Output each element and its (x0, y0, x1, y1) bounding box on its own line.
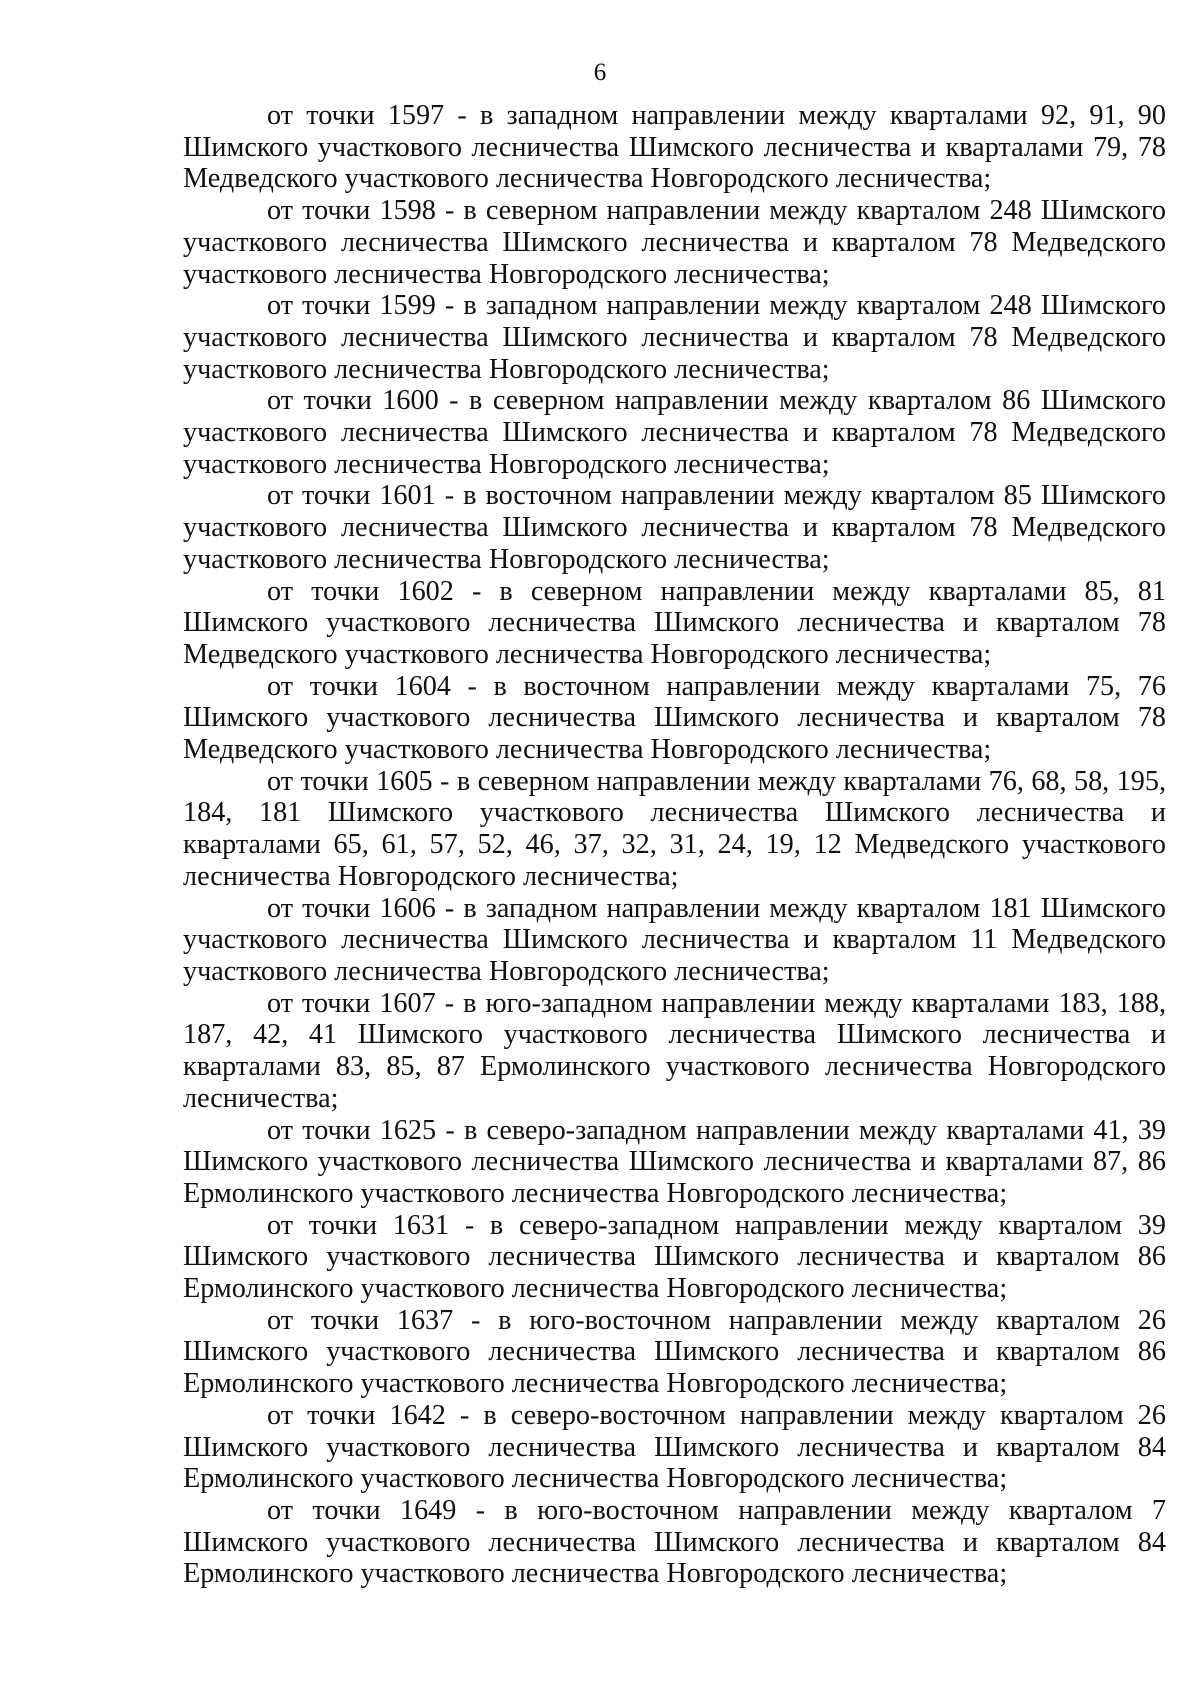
document-body (183, 100, 1166, 1590)
boundary-paragraph: от точки 1649 - в юго-восточном направлении между кварталом 7 Шимского участкового лесничества Шимского лесничества и кварталом 84 Ермолинского участкового лесничества Новгородского лесничества; (183, 1494, 1166, 1590)
boundary-paragraph: от точки 1631 - в северо-западном направлении между кварталом 39 Шимского участкового лесничества Шимского лесничества и кварталом 86 Ермолинского участкового лесничества Новгородского лесничества; (183, 1209, 1166, 1305)
boundary-paragraph: от точки 1598 - в северном направлении между кварталом 248 Шимского участкового лесничества Шимского лесничества и кварталом 78 Медведского участкового лесничества Новгородского лесничества; (183, 195, 1166, 290)
boundary-paragraph: от точки 1642 - в северо-восточном направлении между кварталом 26 Шимского участкового лесничества Шимского лесничества и кварталом 84 Ермолинского участкового лесничества Новгородского лесничества; (183, 1399, 1166, 1495)
boundary-paragraph: от точки 1597 - в западном направлении между кварталами 92, 91, 90 Шимского участкового лесничества Шимского лесничества и кварталами 79, 78 Медведского участкового лесничества Новгородского лесничества; (183, 100, 1166, 195)
boundary-paragraph: от точки 1602 - в северном направлении между кварталами 85, 81 Шимского участкового лесничества Шимского лесничества и кварталом 78 Медведского участкового лесничества Новгородского лесничества; (183, 575, 1166, 670)
boundary-paragraph: от точки 1601 - в восточном направлении между кварталом 85 Шимского участкового лесничества Шимского лесничества и кварталом 78 Медведского участкового лесничества Новгородского лесничества; (183, 480, 1166, 575)
boundary-paragraph: от точки 1607 - в юго-западном направлении между кварталами 183, 188, 187, 42, 41 Шимского участкового лесничества Шимского лесничества и кварталами 83, 85, 87 Ермолинского участкового лесничества Новгородского лесничества; (183, 987, 1166, 1114)
page-number: 6 (593, 59, 607, 86)
boundary-paragraph: от точки 1599 - в западном направлении между кварталом 248 Шимского участкового лесничества Шимского лесничества и кварталом 78 Медведского участкового лесничества Новгородского лесничества; (183, 290, 1166, 385)
boundary-paragraph: от точки 1606 - в западном направлении между кварталом 181 Шимского участкового лесничества Шимского лесничества и кварталом 11 Медведского участкового лесничества Новгородского лесничества; (183, 892, 1166, 987)
boundary-paragraph: от точки 1600 - в северном направлении между кварталом 86 Шимского участкового лесничества Шимского лесничества и кварталом 78 Медведского участкового лесничества Новгородского лесничества; (183, 385, 1166, 480)
boundary-paragraph: от точки 1604 - в восточном направлении между кварталами 75, 76 Шимского участкового лесничества Шимского лесничества и кварталом 78 Медведского участкового лесничества Новгородского лесничества; (183, 670, 1166, 766)
boundary-paragraph: от точки 1605 - в северном направлении между кварталами 76, 68, 58, 195, 184, 181 Шимского участкового лесничества Шимского лесничества и кварталами 65, 61, 57, 52, 46, 37, 32, 31, 24, 19, 12 Медведского участкового лесничества Новгородского лесничества; (183, 765, 1166, 892)
boundary-paragraph: от точки 1637 - в юго-восточном направлении между кварталом 26 Шимского участкового лесничества Шимского лесничества и кварталом 86 Ермолинского участкового лесничества Новгородского лесничества; (183, 1304, 1166, 1400)
boundary-paragraph: от точки 1625 - в северо-западном направлении между кварталами 41, 39 Шимского участкового лесничества Шимского лесничества и кварталами 87, 86 Ермолинского участкового лесничества Новгородского лесничества; (183, 1114, 1166, 1209)
